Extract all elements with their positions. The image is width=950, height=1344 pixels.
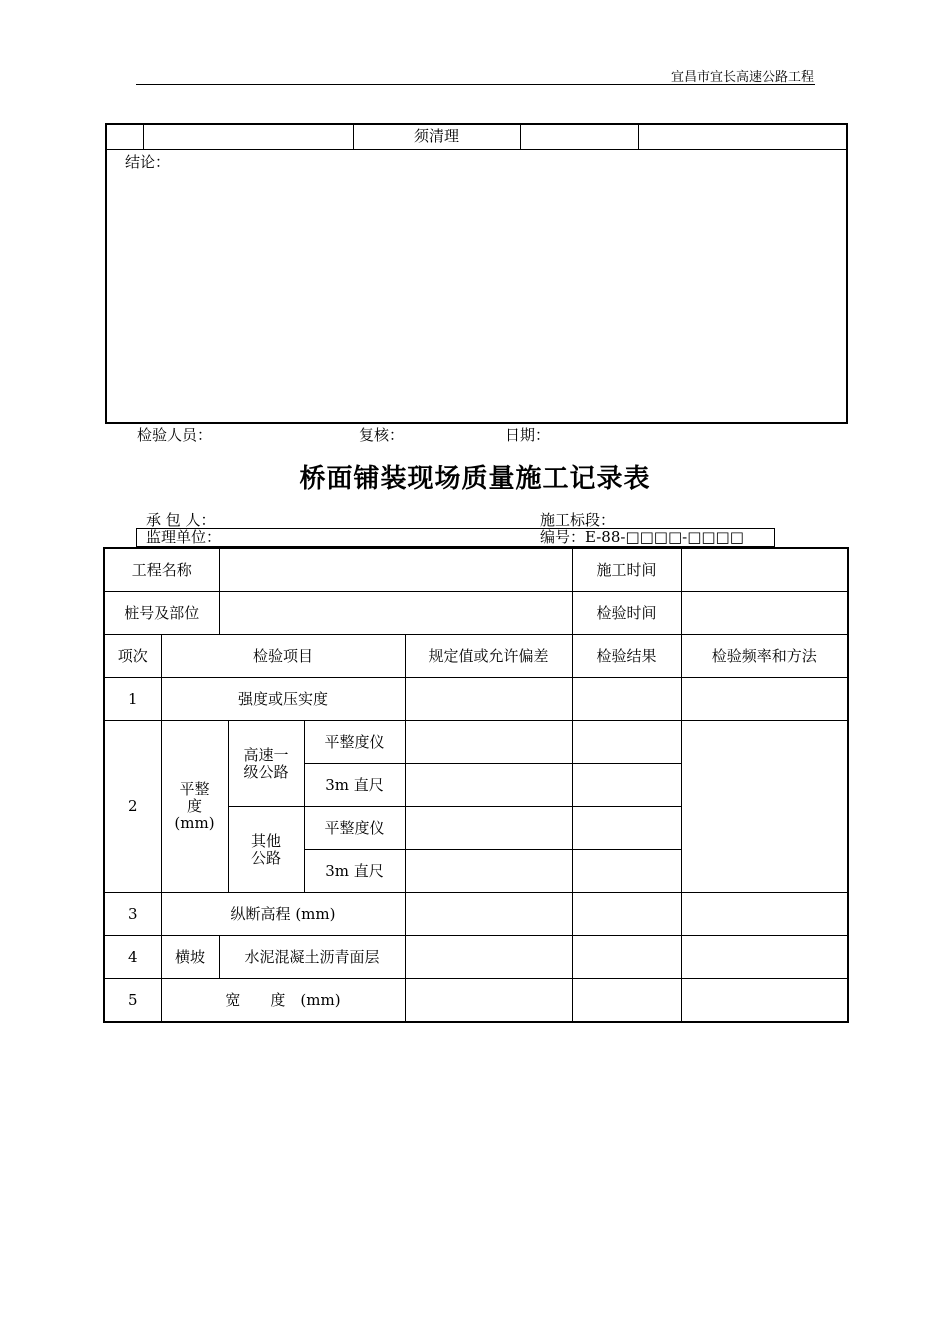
row-2d-sub: 3m 直尺 — [304, 850, 405, 893]
row-3-item: 纵断高程 (mm) — [161, 893, 405, 936]
project-name-label: 工程名称 — [104, 548, 219, 592]
row-3-result[interactable] — [572, 893, 681, 936]
row-2-item — [161, 721, 228, 893]
supervisor-label: 监理单位： — [146, 528, 222, 546]
header-rule — [136, 84, 815, 85]
project-name-value[interactable] — [219, 548, 572, 592]
construction-time-value[interactable] — [681, 548, 848, 592]
inspector-label: 检验人员： — [137, 426, 213, 444]
row-2-other-line-2: 公路 — [251, 848, 282, 867]
empty-cell — [143, 124, 353, 149]
row-4-result[interactable] — [572, 936, 681, 979]
row-5-method[interactable] — [681, 979, 848, 1023]
clean-label: 须清理 — [353, 124, 520, 149]
row-3-spec[interactable] — [405, 893, 572, 936]
header-spec: 规定值或允许偏差 — [405, 635, 572, 678]
row-1-no: 1 — [104, 678, 161, 721]
row-2c-result[interactable] — [572, 807, 681, 850]
row-5-no: 5 — [104, 979, 161, 1023]
empty-cell — [638, 124, 847, 149]
row-2d-result[interactable] — [572, 850, 681, 893]
header-no: 项次 — [104, 635, 161, 678]
row-1-item: 强度或压实度 — [161, 678, 405, 721]
station-value[interactable] — [219, 592, 572, 635]
row-1-spec[interactable] — [405, 678, 572, 721]
row-3-no: 3 — [104, 893, 161, 936]
row-4-method[interactable] — [681, 936, 848, 979]
construction-time-label: 施工时间 — [572, 548, 681, 592]
row-2b-sub: 3m 直尺 — [304, 764, 405, 807]
row-4-no: 4 — [104, 936, 161, 979]
conclusion-cell[interactable] — [106, 149, 847, 423]
row-1-method[interactable] — [681, 678, 848, 721]
row-2-item-line-3: (mm) — [174, 814, 215, 832]
header-result: 检验结果 — [572, 635, 681, 678]
form-title: 桥面铺装现场质量施工记录表 — [299, 464, 651, 494]
row-2-other-line-1: 其他 — [251, 831, 282, 850]
row-2a-result[interactable] — [572, 721, 681, 764]
row-5-item: 宽 度 (mm) — [161, 979, 405, 1023]
row-2b-spec[interactable] — [405, 764, 572, 807]
row-4-sub: 水泥混凝土沥青面层 — [219, 936, 405, 979]
row-2-highway-line-1: 高速一 — [243, 745, 289, 764]
section-label: 施工标段： — [540, 511, 616, 529]
header-project-name: 宜昌市宜长高速公路工程 — [670, 70, 814, 85]
row-2-no: 2 — [104, 721, 161, 893]
row-2-other-group — [228, 807, 304, 893]
row-3-method[interactable] — [681, 893, 848, 936]
row-5-result[interactable] — [572, 979, 681, 1023]
contractor-label: 承 包 人： — [146, 511, 216, 529]
row-4-spec[interactable] — [405, 936, 572, 979]
row-2-highway-group — [228, 721, 304, 807]
row-2-item-line-2: 度 — [187, 797, 203, 815]
review-label: 复核： — [359, 426, 405, 444]
previous-table-fragment — [105, 123, 848, 424]
row-2-highway-line-2: 级公路 — [243, 762, 289, 781]
quality-record-table — [103, 547, 849, 1023]
conclusion-label: 结论： — [125, 152, 171, 171]
row-2b-result[interactable] — [572, 764, 681, 807]
inspection-time-value[interactable] — [681, 592, 848, 635]
inspection-time-label: 检验时间 — [572, 592, 681, 635]
row-2-item-line-1: 平整 — [179, 780, 210, 798]
row-2c-spec[interactable] — [405, 807, 572, 850]
row-2d-spec[interactable] — [405, 850, 572, 893]
station-label: 桩号及部位 — [104, 592, 219, 635]
header-method: 检验频率和方法 — [681, 635, 848, 678]
number-label: 编号：E-88-□□□□-□□□□ — [540, 528, 744, 546]
empty-cell — [520, 124, 638, 149]
empty-cell — [106, 124, 143, 149]
row-1-result[interactable] — [572, 678, 681, 721]
row-2a-sub: 平整度仪 — [304, 721, 405, 764]
row-2-method[interactable] — [681, 721, 848, 893]
row-5-spec[interactable] — [405, 979, 572, 1023]
row-2a-spec[interactable] — [405, 721, 572, 764]
row-4-item: 横坡 — [161, 936, 219, 979]
row-2c-sub: 平整度仪 — [304, 807, 405, 850]
header-item: 检验项目 — [161, 635, 405, 678]
date-label: 日期： — [505, 426, 551, 444]
